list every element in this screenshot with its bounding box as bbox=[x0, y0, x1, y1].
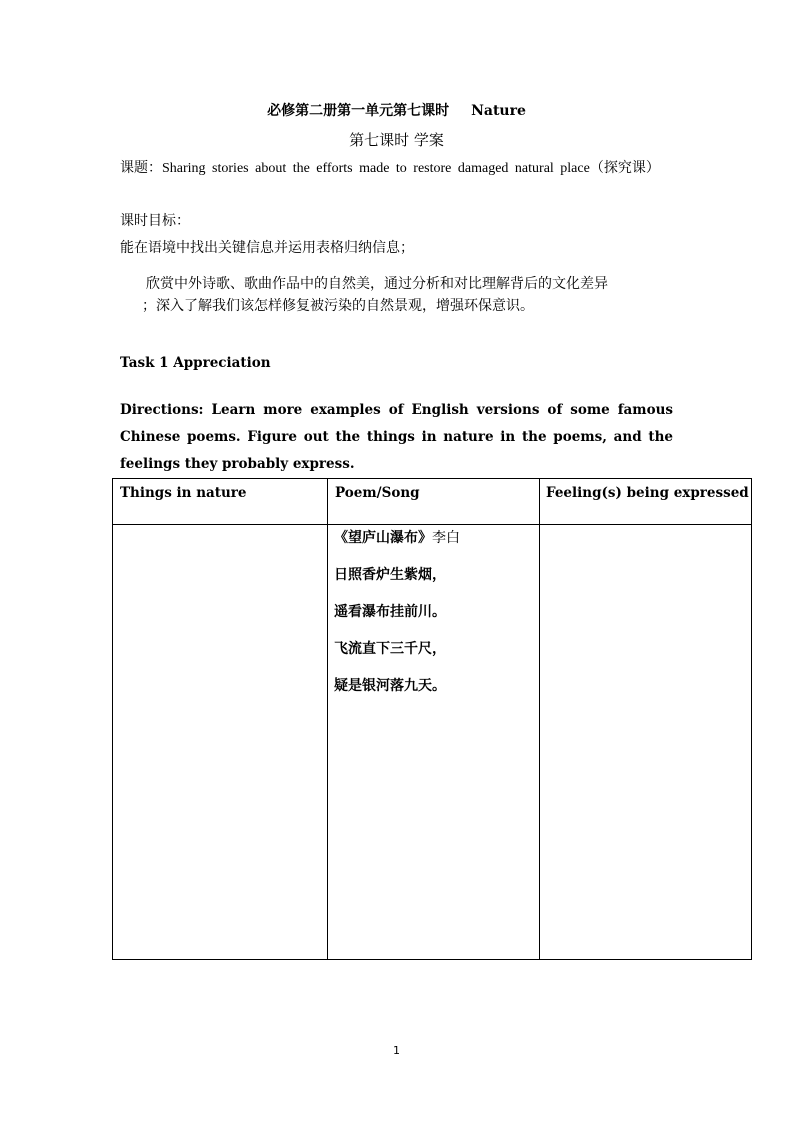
goal-item-2 bbox=[142, 273, 686, 317]
poem-line-2: 遥看瀑布挂前川。 bbox=[334, 604, 446, 620]
table-header-row bbox=[113, 479, 752, 525]
poem-line-4: 疑是银河落九天。 bbox=[334, 678, 446, 694]
topic-text-en: Sharing stories about the efforts made to restore damaged natural place bbox=[162, 161, 590, 176]
lesson-topic bbox=[120, 156, 673, 181]
page-number: 1 bbox=[393, 1044, 400, 1057]
goal-item-1: 能在语境中找出关键信息并运用表格归纳信息； bbox=[120, 240, 414, 256]
page-subtitle: 第七课时 学案 bbox=[349, 131, 444, 149]
table-header-poem: Poem/Song bbox=[328, 479, 540, 525]
poem-title-line bbox=[328, 526, 539, 563]
poem-cell bbox=[328, 525, 540, 960]
table-header-things: Things in nature bbox=[113, 479, 328, 525]
topic-text-cn: （探究课） bbox=[589, 160, 660, 176]
poem-line-3: 飞流直下三千尺， bbox=[334, 641, 446, 657]
things-in-nature-cell[interactable] bbox=[113, 525, 328, 960]
task-directions: Directions: Learn more examples of English versions of some famous Chinese poems. Figure out the things in nature in the poems, and the feelings they probably express. bbox=[120, 402, 673, 472]
table-row bbox=[113, 525, 752, 960]
poem-title: 《望庐山瀑布》 bbox=[334, 530, 432, 546]
table-header-feelings: Feeling(s) being expressed bbox=[540, 479, 752, 525]
feelings-cell[interactable] bbox=[540, 525, 752, 960]
goals-label: 课时目标： bbox=[120, 213, 190, 229]
topic-label: 课题： bbox=[120, 160, 162, 176]
task-heading: Task 1 Appreciation bbox=[120, 355, 271, 371]
task-table bbox=[112, 478, 752, 960]
page-title-cn: 必修第二册第一单元第七课时 bbox=[267, 103, 450, 119]
poem-author: 李白 bbox=[432, 530, 460, 546]
page-title bbox=[0, 100, 793, 120]
goal-item-2-line-1: 欣赏中外诗歌、歌曲作品中的自然美，通过分析和对比理解背后的文化差异 bbox=[146, 276, 608, 292]
goal-item-2-line-2: ；深入了解我们该怎样修复被污染的自然景观，增强环保意识。 bbox=[142, 298, 534, 314]
poem-line-1: 日照香炉生紫烟， bbox=[334, 567, 446, 583]
page-title-en: Nature bbox=[471, 103, 526, 119]
